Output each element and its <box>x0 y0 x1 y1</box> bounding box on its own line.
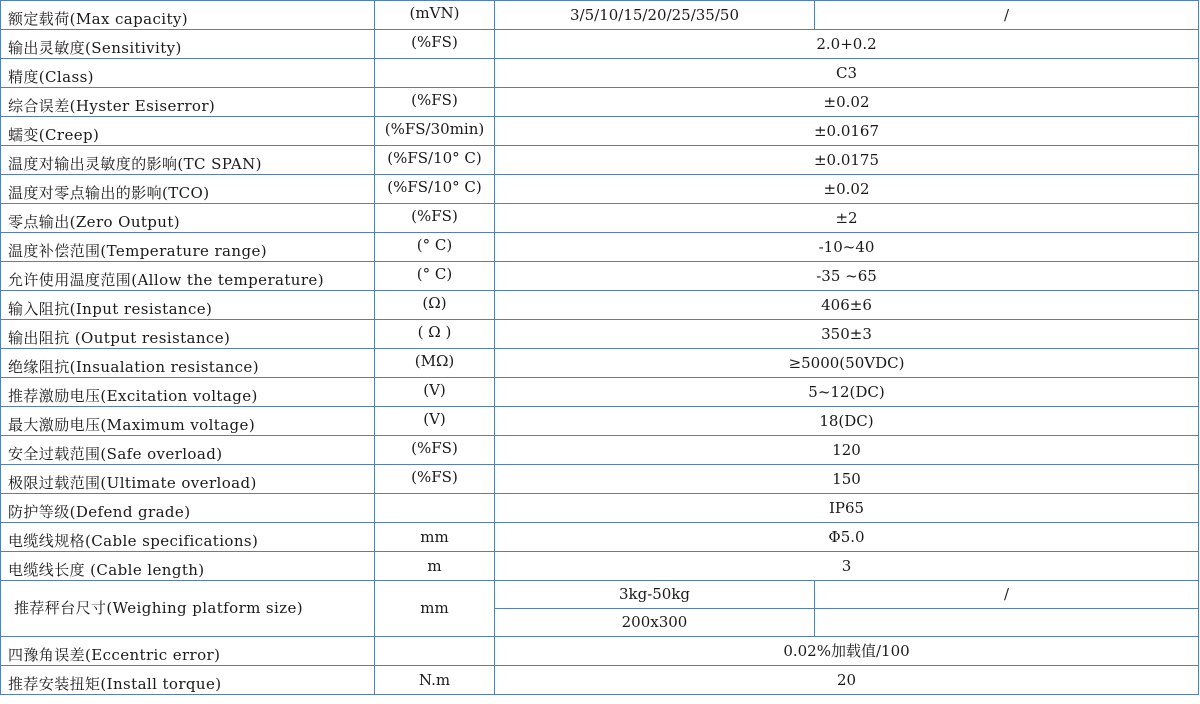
table-row <box>1 320 1199 349</box>
param-name: 额定载荷(Max capacity) <box>1 1 375 30</box>
param-name: 电缆线规格(Cable specifications) <box>1 523 375 552</box>
param-name: 蠕变(Creep) <box>1 117 375 146</box>
param-unit: (%FS/10° C) <box>375 146 495 175</box>
param-name: 输入阻抗(Input resistance) <box>1 291 375 320</box>
table-row <box>1 378 1199 407</box>
table-row <box>1 349 1199 378</box>
table-row <box>1 291 1199 320</box>
param-name: 绝缘阻抗(Insualation resistance) <box>1 349 375 378</box>
param-unit: mm <box>375 523 495 552</box>
table-row <box>1 552 1199 581</box>
param-value-secondary: / <box>815 1 1199 30</box>
param-unit: (%FS) <box>375 436 495 465</box>
table-row <box>1 204 1199 233</box>
param-unit: (° C) <box>375 262 495 291</box>
param-value-secondary: / <box>815 581 1199 609</box>
param-name: 推荐秤台尺寸(Weighing platform size) <box>1 581 375 637</box>
param-unit: (° C) <box>375 233 495 262</box>
param-unit: (V) <box>375 378 495 407</box>
param-unit: ( Ω ) <box>375 320 495 349</box>
table-row <box>1 59 1199 88</box>
table-row <box>1 494 1199 523</box>
param-value: -35 ~65 <box>495 262 1199 291</box>
param-name: 最大激励电压(Maximum voltage) <box>1 407 375 436</box>
param-value: 406±6 <box>495 291 1199 320</box>
table-row <box>1 465 1199 494</box>
param-unit: (%FS) <box>375 204 495 233</box>
param-value: C3 <box>495 59 1199 88</box>
param-name: 输出灵敏度(Sensitivity) <box>1 30 375 59</box>
table-row <box>1 581 1199 609</box>
param-name: 推荐激励电压(Excitation voltage) <box>1 378 375 407</box>
param-unit: (%FS/30min) <box>375 117 495 146</box>
param-unit: (%FS) <box>375 465 495 494</box>
param-value-empty <box>815 609 1199 637</box>
param-value: ±0.02 <box>495 175 1199 204</box>
table-row <box>1 1 1199 30</box>
param-unit: (%FS) <box>375 88 495 117</box>
table-row <box>1 637 1199 666</box>
param-value: 3/5/10/15/20/25/35/50 <box>495 1 815 30</box>
param-value: 3 <box>495 552 1199 581</box>
param-value: ±0.0175 <box>495 146 1199 175</box>
platform-range: 3kg-50kg <box>495 581 815 609</box>
param-name: 推荐安装扭矩(Install torque) <box>1 666 375 695</box>
param-unit <box>375 637 495 666</box>
param-unit: N.m <box>375 666 495 695</box>
param-value: 120 <box>495 436 1199 465</box>
platform-size: 200x300 <box>495 609 815 637</box>
param-name: 输出阻抗 (Output resistance) <box>1 320 375 349</box>
param-unit: (%FS) <box>375 30 495 59</box>
table-row <box>1 30 1199 59</box>
table-row <box>1 146 1199 175</box>
param-name: 零点输出(Zero Output) <box>1 204 375 233</box>
param-value: 18(DC) <box>495 407 1199 436</box>
param-value: ≥5000(50VDC) <box>495 349 1199 378</box>
table-row <box>1 175 1199 204</box>
table-row <box>1 117 1199 146</box>
param-unit <box>375 494 495 523</box>
param-name: 精度(Class) <box>1 59 375 88</box>
param-name: 安全过载范围(Safe overload) <box>1 436 375 465</box>
param-value: 2.0+0.2 <box>495 30 1199 59</box>
param-value: ±2 <box>495 204 1199 233</box>
param-name: 四豫角误差(Eccentric error) <box>1 637 375 666</box>
param-unit: (MΩ) <box>375 349 495 378</box>
param-value: ±0.0167 <box>495 117 1199 146</box>
param-value: 5~12(DC) <box>495 378 1199 407</box>
param-unit: (V) <box>375 407 495 436</box>
table-row <box>1 262 1199 291</box>
param-name: 综合误差(Hyster Esiserror) <box>1 88 375 117</box>
param-name: 温度补偿范围(Temperature range) <box>1 233 375 262</box>
param-name: 温度对输出灵敏度的影响(TC SPAN) <box>1 146 375 175</box>
table-row <box>1 88 1199 117</box>
param-name: 防护等级(Defend grade) <box>1 494 375 523</box>
table-row <box>1 666 1199 695</box>
param-unit: mm <box>375 581 495 637</box>
param-name: 极限过载范围(Ultimate overload) <box>1 465 375 494</box>
param-unit: (%FS/10° C) <box>375 175 495 204</box>
param-value: IP65 <box>495 494 1199 523</box>
param-value: 0.02%加载值/100 <box>495 637 1199 666</box>
param-unit: (mVN) <box>375 1 495 30</box>
param-value: -10~40 <box>495 233 1199 262</box>
table-row <box>1 407 1199 436</box>
param-value: 20 <box>495 666 1199 695</box>
param-value: 350±3 <box>495 320 1199 349</box>
param-unit: m <box>375 552 495 581</box>
table-row <box>1 233 1199 262</box>
param-unit <box>375 59 495 88</box>
param-name: 电缆线长度 (Cable length) <box>1 552 375 581</box>
param-name: 允许使用温度范围(Allow the temperature) <box>1 262 375 291</box>
table-row <box>1 436 1199 465</box>
param-value: Φ5.0 <box>495 523 1199 552</box>
table-row <box>1 523 1199 552</box>
param-name: 温度对零点输出的影响(TCO) <box>1 175 375 204</box>
param-value: 150 <box>495 465 1199 494</box>
param-unit: (Ω) <box>375 291 495 320</box>
param-value: ±0.02 <box>495 88 1199 117</box>
